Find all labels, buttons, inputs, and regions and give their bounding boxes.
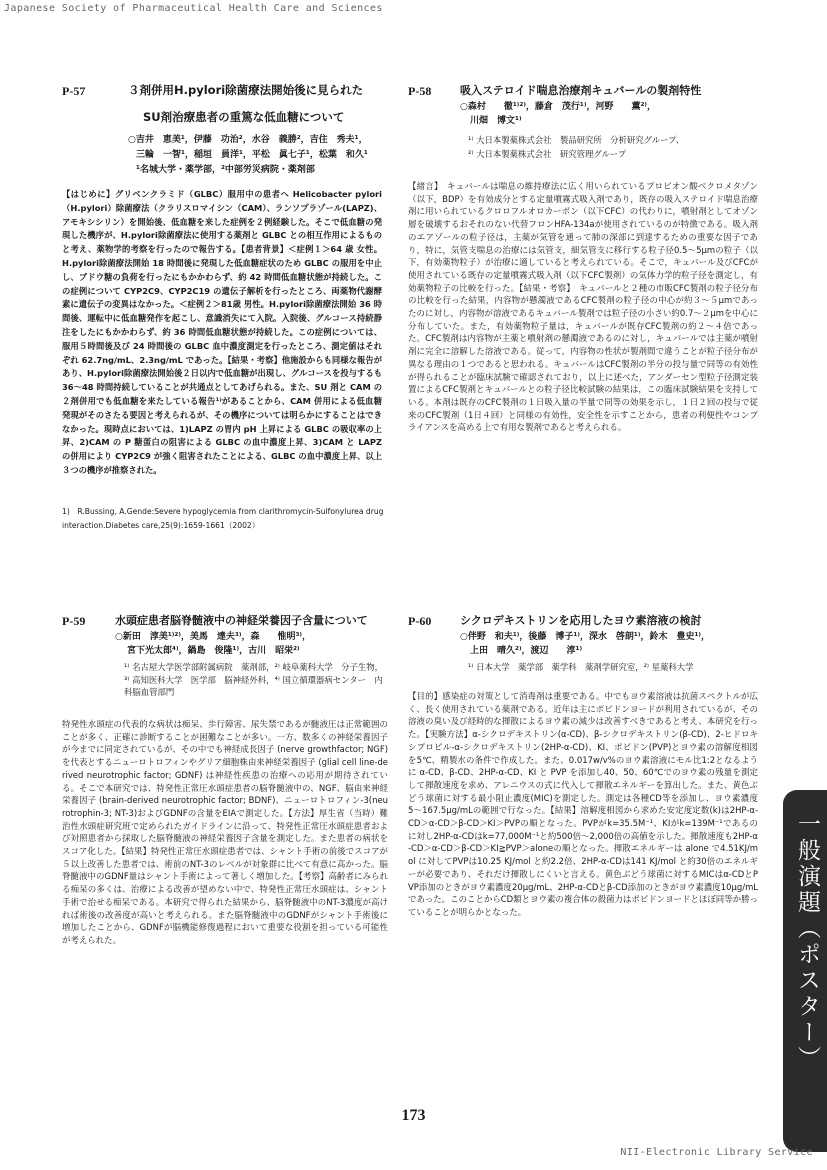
- abstract-title-p59: 水頭症患者脳脊髄液中の神経栄養因子含量について: [115, 614, 368, 627]
- abstract-body-p58: 【緒言】 キュバールは喘息の維持療法に広く用いられているプロピオン酸ベクロメタゾン（以下，BDP）を有効成分とする定量噴霧式吸入剤であり，既存の吸入ステロイド喘息治療剤に用いられているクロロフルオロカーボン（以下CFC）の代わりに，噴射剤としてオゾン層を破壊するおそれのない代替フロンHFA-134aが使用されているのが特徴である。吸入剤のエアゾールの粒子径は，主薬が気管を通って肺の深部に到達するための重要な因子であり，特に，気管支喘息の治療には気管支，細気管支に移行する粒子径0.5〜5μmの粒子（以下，有効薬物粒子）が治療に適していると考えられている。そこで，キュバール及びCFCが使用されている既存の定量噴霧式吸入剤（以下CFC製剤）の気体力学的粒子径を測定し，有効薬物粒子の比較を行った。【結果・考察】 キュバールと２種の市販CFC製剤の粒子径分布の比較を行った結果，内容物が懸濁液であるCFC製剤の粒子径の中心が約３〜５μmであったのに対し，内容物が溶液であるキュバール製剤では粒子径の小さい約0.7〜２μmを中心に分布していた。また，有効薬物粒子量は，キュバールが既存CFC製剤の約２〜４倍であった。CFC製剤は内容物が主薬と噴射剤の懸濁液であるのに対し，キュバールでは主薬が噴射剤に完全に溶解した溶液である。従って，内容物の性状が製剤間で違うことが粒子径分布が異なる理由の１つであると思われる。キュバールはCFC製剤の半分の投与量で同等の有効性が得られることが臨床試験で確認されており，以上に述べた，アンダーセン型粒子径測定装置によるCFC製剤とキュバールとの粒子径比較試験の結果は，この臨床試験結果を支持している。本剤は既存のCFC製剤の１日吸入量の半量で同等の効果を示し，１日２回の投与で従来のCFC製剤（1日４回）と同様の有効性，安全性を示すことから，患者の利便性やコンプライアンスを高める上で有用な製剤であると考えられる。: [408, 181, 758, 433]
- authors-p57-line2: 三輪 一智¹，稲垣 員洋¹，平松 眞七子¹，松葉 和久¹: [136, 150, 368, 160]
- reference-p57-line2: interaction.Diabetes care,25(9):1659-1661（2002）: [62, 521, 260, 530]
- affiliation-p58-line1: ¹⁾ 大日本製薬株式会社 製品研究所 分析研究グループ、: [468, 135, 685, 145]
- authors-p57-line1: ○吉井 恵美¹，伊藤 功治²，水谷 義勝²，吉住 秀夫¹，: [128, 135, 368, 145]
- abstract-body-p60: 【目的】感染症の対策として消毒剤は重要である。中でもヨウ素溶液は抗菌スペクトルが広く、長く使用されている薬剤である。近年は主にポビドンヨードが利用されているが、その溶液の臭い及び経時的な揮散によるヨウ素の減少は改善すべきであると考え、本研究を行った。【実験方法】α-シクロデキストリン(α-CD)、β-シクロデキストリン(β-CD)、2-ヒドロキシプロピル-α-シクロデキストリン(2HP-α-CD)、KI、ポビドン(PVP)とヨウ素の溶解度相図を5℃、精製水の条件で作成した。また、0.017w/v%のヨウ素溶液にモル比1:2となるように α-CD、β-CD、2HP-α-CD、KI と PVP を添加し40、50、60℃でのヨウ素の残量を測定して揮散速度を求め、アレニウスの式に代入して揮散エネルギーを算出した。また、黄色ぶどう球菌に対する最小阻止濃度(MIC)を測定した。測定は各種CD等を添加し、ヨウ素濃度5〜167.5μg/mLの範囲で行なった。【結果】溶解度相図から求めた安定度定数(k)は2HP-α-CD＞α-CD＞β-CD＞KI＞PVPの順となった。PVPがk=35.5M⁻¹、KIがk=139M⁻¹であるのに対し2HP-α-CDはk=77,000M⁻¹と約500倍〜2,000倍の高値を示した。揮散速度も2HP-α-CD＞α-CD＞β-CD＞KI≧PVP＞aloneの順となった。揮散エネルギーは alone で4.51KJ/mol に対してPVPは10.25 KJ/mol と約2.2倍、2HP-α-CDは141 KJ/mol と約30倍のエネルギーが必要であり、それだけ揮散しにくいと言える。黄色ぶどう球菌に対するMICはα-CDとPVP添加のときがヨウ素濃度20μg/mL、2HP-α-CDとβ-CD添加のときがヨウ素濃度10μg/mLであった。このことからCD類とヨウ素の複合体の殺菌力はポビドンヨードとほぼ同等か勝っていることが明らかとなった。: [408, 691, 758, 917]
- section-side-tab-label: 一般演題（ポスター）: [794, 812, 820, 1072]
- abstract-id-p59: P-59: [62, 614, 86, 628]
- abstract-id-p58: P-58: [408, 84, 432, 98]
- affiliation-p59: ¹⁾ 名古屋大学医学部附属病院 薬剤部，²⁾ 岐阜薬科大学 分子生物，³⁾ 高知医科大学 医学部 脳神経外科，⁴⁾ 国立循環器病センター 内科脳血管部門: [124, 662, 384, 698]
- authors-p60-line1: ○伴野 和夫¹⁾，後藤 博子¹⁾，深水 啓朗¹⁾，鈴木 豊史¹⁾，: [460, 632, 710, 642]
- affiliation-p57: ¹名城大学・薬学部，²中部労災病院・薬剤部: [136, 165, 315, 175]
- abstract-id-p57: P-57: [62, 84, 86, 98]
- authors-p58-line1: ○森村 徹¹⁾²⁾，藤倉 茂行¹⁾，河野 薫²⁾，: [460, 102, 656, 112]
- section-side-tab: [783, 790, 827, 1152]
- affiliation-p58-line2: ²⁾ 大日本製薬株式会社 研究管理グループ: [468, 149, 627, 159]
- reference-p57-line1: 1) R.Bussing, A.Gende:Severe hypoglycemia from clarithromycin-Sulfonylurea drug: [62, 507, 384, 516]
- library-footer: NII-Electronic Library Service: [620, 1147, 813, 1158]
- page-number: 173: [401, 1107, 426, 1124]
- abstract-title-p57-line2: SU剤治療患者の重篤な低血糖について: [143, 110, 345, 124]
- authors-p58-line2: 川畑 博文¹⁾: [470, 116, 522, 126]
- journal-header: Japanese Society of Pharmaceutical Health Care and Sciences: [4, 3, 383, 14]
- abstract-body-p59: 特発性水頭症の代表的な病状は痴呆、歩行障害、尿失禁であるが髄液圧は正常範囲のことが多く、正確に診断することが困難なことが多い。一方、数多くの神経栄養因子が今までに同定されているが、その中でも神経成長因子 (nerve growthfactor; NGF) を代表とするニューロトロフィンやグリア細胞株由来神経栄養因子 (glial cell line-derived neurotrophic factor; GDNF) は神経性疾患の治療への応用が期待されている。そこで本研究では、特発性正常圧水頭症患者の脳脊髄液中の、NGF、脳由来神経栄養因子 (brain-derived neurotrophic factor; BDNF)、ニューロトロフィン-3(neurotrophin-3; NT-3)およびGDNFの含量をEIAで測定した。【方法】厚生省（当時）難治性水頭症研究班で定められたガイドラインに沿って、特発性正常圧水頭症患者および対照患者から採取した脳脊髄液の神経栄養因子含量を測定した。また患者の病状をスコア化した。【結果】特発性正常圧水頭症患者では、シャント手術の前後でスコアが５以上改善した患者では、術前のNT-3のレベルが対象群に比べて有意に高かった。脳脊髄液中のGDNF量はシャント手術によって著しく増加した。【考察】高齢者にみられる痴呆の多くは、治療による改善が望めない中で、特発性正常圧水頭症は、シャント手術で治せる痴呆である。本研究で得られた結果から、脳脊髄液中のNT-3濃度が高ければ術後の改善度が高いと考えられる。また脳脊髄液中のGDNFがシャント手術後に増加したことから、GDNFが脳機能修復過程において重要な役割を担っている可能性が考えられた。: [62, 719, 388, 945]
- abstract-title-p57-line1: ３剤併用H.pylori除菌療法開始後に見られた: [128, 83, 364, 97]
- abstract-title-p60: シクロデキストリンを応用したヨウ素溶液の検討: [460, 614, 702, 627]
- authors-p60-line2: 上田 晴久²⁾，渡辺 淳¹⁾: [470, 646, 583, 656]
- abstract-id-p60: P-60: [408, 614, 432, 628]
- abstract-title-p58: 吸入ステロイド喘息治療剤キュバールの製剤特性: [460, 84, 702, 97]
- authors-p59-line1: ○新田 淳美¹⁾²⁾，美馬 達夫³⁾，森 惟明³⁾，: [115, 632, 311, 642]
- affiliation-p60: ¹⁾ 日本大学 薬学部 薬学科 薬剤学研究室，²⁾ 星薬科大学: [468, 662, 694, 672]
- authors-p59-line2: 宮下光太郎⁴⁾，鍋島 俊隆¹⁾，古川 昭栄²⁾: [127, 646, 300, 656]
- abstract-body-p57: 【はじめに】グリベンクラミド（GLBC）服用中の患者へ Helicobacter pylori（H.pylori）除菌療法（クラリスロマイシン（CAM）、ランソプラゾール(LAPZ)、アモキシシリン）を開始後、低血糖を来した症例を２例経験した。そこで低血糖の発現した機序が、H.pylori除菌療法に使用する薬剤と GLBC との相互作用によるものと考え、薬物学的考察を行ったので報告する。【患者背景】＜症例１＞64 歳 女性。H.pylori除菌療法開始 18 時間後に発現した低血糖症状のため GLBC の服用を中止し、ブドウ糖の負荷を行ったにもかかわらず、約 42 時間低血糖状態が持続した。この症例について CYP2C9、CYP2C19 の遺伝子解析を行ったところ、両薬物代謝酵素に遺伝子の変異はなかった。＜症例２＞81歳 男性。H.pylori除菌療法開始 36 時間後、運転中に低血糖発作を起こし、意識消失にて入院。入院後、グルコース持続静注をしたにもかかわらず、約 36 時間低血糖状態が持続した。この症例については、服用５時間後及び 24 時間後の GLBC 血中濃度測定を行ったところ、測定値はそれぞれ 62.7ng/mL、2.3ng/mL であった。【結果・考察】他施設からも同様な報告があり、H.pylori除菌療法開始後２日以内で低血糖が出現し、グルコースを投与するも 36〜48 時間持続していることが共通点としてあげられる。また、SU 剤と CAM の２剤併用でも低血糖を来たしている報告¹⁾があることから、CAM 併用による低血糖発現がそのさたる要因と考えられるが、その機序については明らかにすることはできなかった。現時点においては、1)LAPZ の胃内 pH 上昇による GLBC の吸収率の上昇、2)CAM の P 糖蛋白の阻害による GLBC の血中濃度上昇、3)CAM と LAPZ の併用により CYP2C9 が強く阻害されたことによる、GLBC の血中濃度上昇、以上３つの機序が推察された。: [62, 189, 382, 475]
